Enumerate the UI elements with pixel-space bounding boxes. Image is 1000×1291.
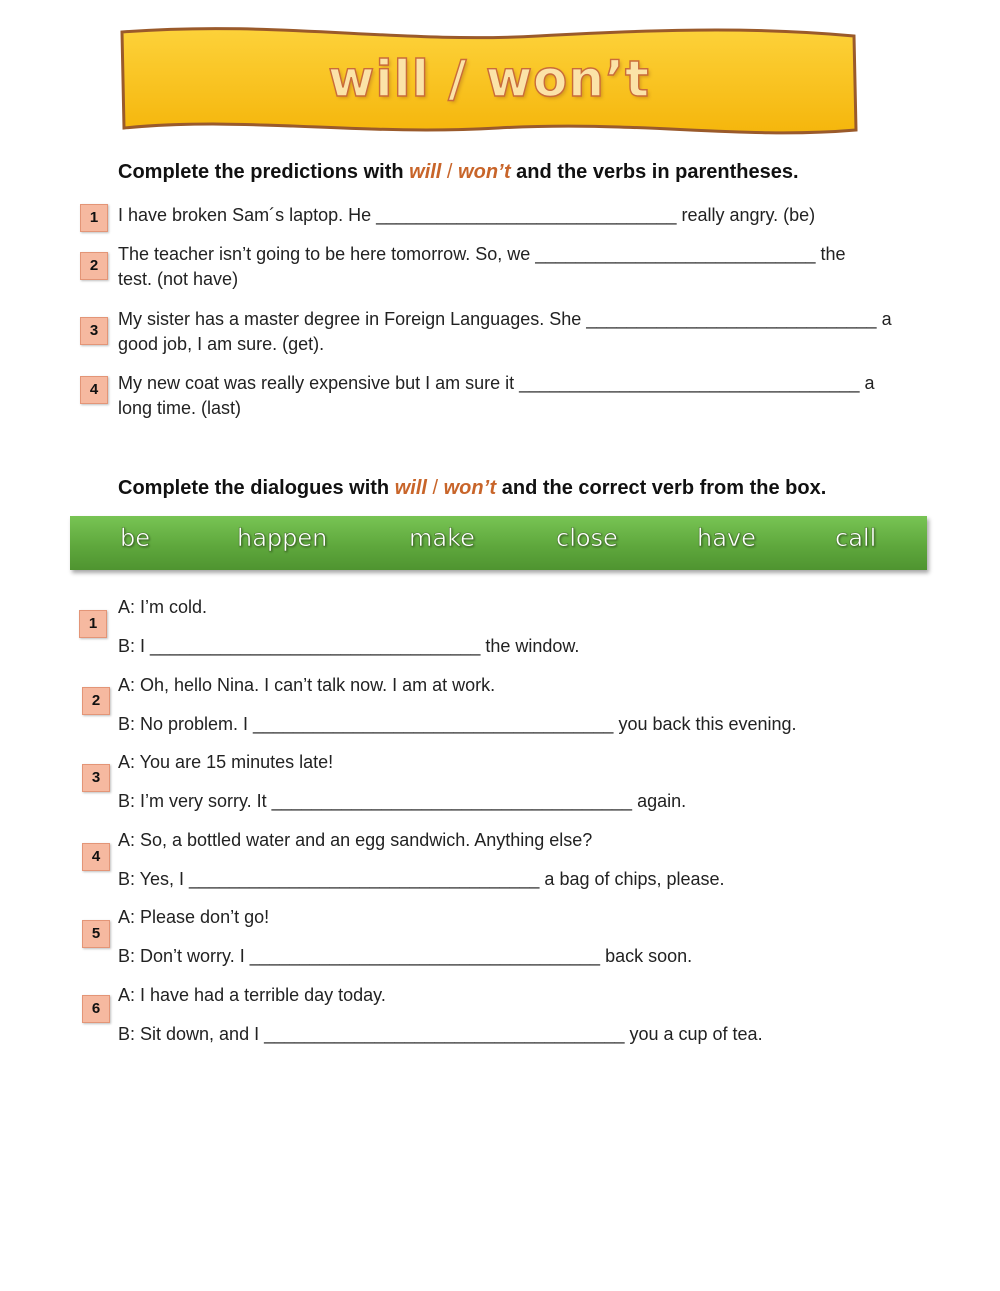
prediction-item-1: I have broken Sam´s laptop. He ______________________________ really angry. (be)	[118, 205, 816, 225]
dialogue-5-line-b: B: Don’t worry. I ___________________________________ back soon.	[118, 946, 693, 966]
dialogue-2-line-b: B: No problem. I ____________________________________ you back this evening.	[118, 714, 797, 734]
verb-word-call: call	[835, 524, 877, 552]
dialogue-6-line-b: B: Sit down, and I ____________________________________ you a cup of tea.	[118, 1024, 763, 1044]
dialogue-1-line-a: A: I’m cold.	[118, 597, 208, 617]
prediction-item-4-line2: long time. (last)	[118, 398, 242, 418]
verb-word-be: be	[120, 524, 150, 552]
dialogue-6-line-a: A: I have had a terrible day today.	[118, 985, 386, 1005]
prediction-number-2: 2	[80, 252, 108, 280]
prediction-number-4: 4	[80, 376, 108, 404]
dialogue-number-6: 6	[82, 995, 110, 1023]
section2-instruction: Complete the dialogues with will / won’t and the correct verb from the box.	[118, 477, 827, 499]
prediction-item-2-line2: test. (not have)	[118, 269, 239, 289]
dialogue-3-line-b: B: I’m very sorry. It ____________________________________ again.	[118, 791, 687, 811]
dialogue-number-5: 5	[82, 920, 110, 948]
dialogue-number-1: 1	[79, 610, 107, 638]
verb-box	[70, 516, 927, 570]
dialogue-number-2: 2	[82, 687, 110, 715]
prediction-item-2-line1: The teacher isn’t going to be here tomorrow. So, we ____________________________ the	[118, 244, 846, 264]
dialogue-4-line-a: A: So, a bottled water and an egg sandwich. Anything else?	[118, 830, 593, 850]
prediction-item-4-line1: My new coat was really expensive but I am sure it __________________________________ a	[118, 373, 875, 393]
prediction-item-3-line1: My sister has a master degree in Foreign Languages. She _____________________________ a	[118, 309, 892, 329]
dialogue-2-line-a: A: Oh, hello Nina. I can’t talk now. I am at work.	[118, 675, 496, 695]
prediction-item-3-line2: good job, I am sure. (get).	[118, 334, 325, 354]
dialogue-number-3: 3	[82, 764, 110, 792]
verb-word-happen: happen	[237, 524, 328, 552]
section1-instruction: Complete the predictions with will / won’t and the verbs in parentheses.	[118, 161, 799, 183]
verb-word-close: close	[556, 524, 618, 552]
verb-word-have: have	[697, 524, 756, 552]
dialogue-number-4: 4	[82, 843, 110, 871]
prediction-number-3: 3	[80, 317, 108, 345]
verb-word-make: make	[409, 524, 475, 552]
worksheet-title: will / won’t	[328, 50, 650, 108]
prediction-number-1: 1	[80, 204, 108, 232]
dialogue-5-line-a: A: Please don’t go!	[118, 907, 270, 927]
dialogue-3-line-a: A: You are 15 minutes late!	[118, 752, 334, 772]
dialogue-1-line-b: B: I _________________________________ the window.	[118, 636, 580, 656]
dialogue-4-line-b: B: Yes, I ___________________________________ a bag of chips, please.	[118, 869, 725, 889]
